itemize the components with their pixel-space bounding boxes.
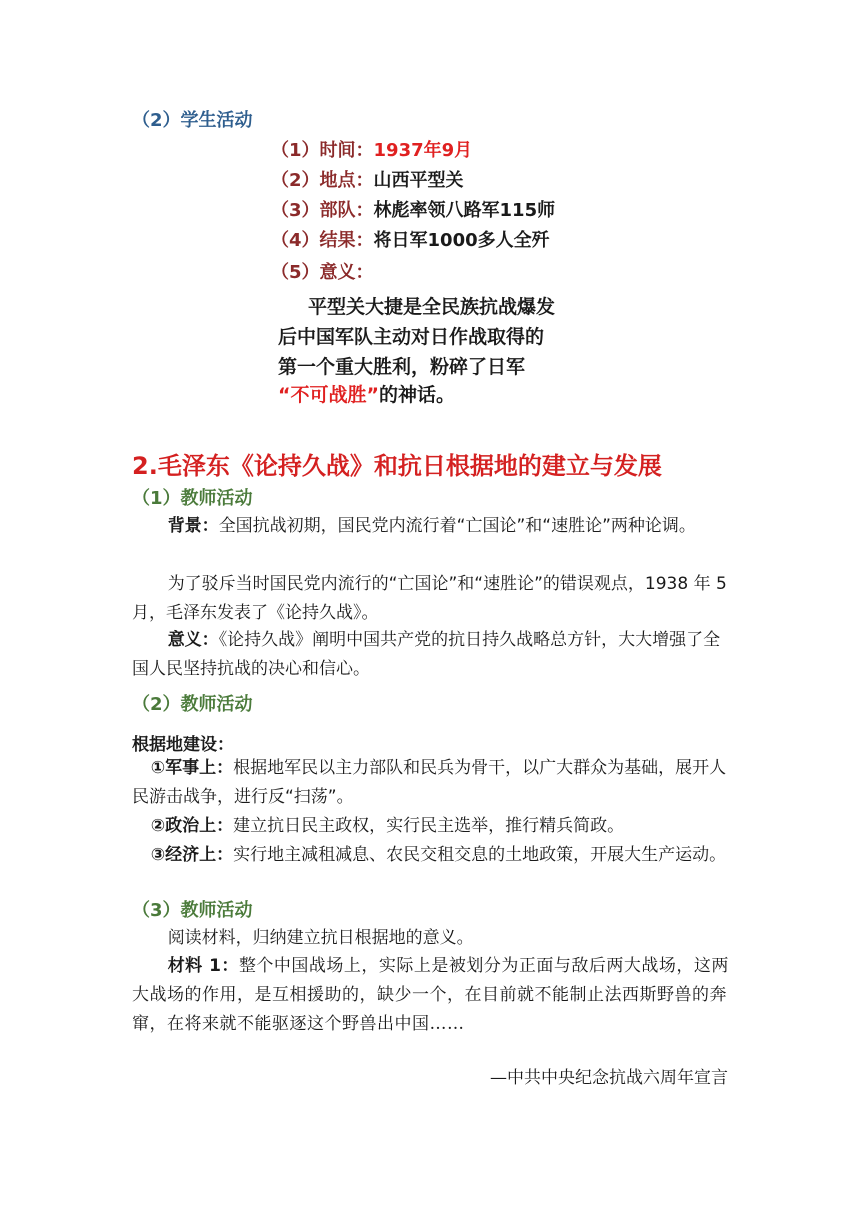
material-source: —中共中央纪念抗战六周年宣言 bbox=[490, 1068, 728, 1088]
military-item: ①军事上：根据地军民以主力部队和民兵为骨干，以广大群众为基础，展开人民游击战争，进行反“扫荡”。 bbox=[132, 758, 727, 807]
section-2-title: 2.毛泽东《论持久战》和抗日根据地的建立与发展 bbox=[132, 452, 662, 480]
list-item-place: （2）地点：山西平型关 bbox=[271, 170, 464, 191]
summary-line-4: “不可战胜”的神话。 bbox=[278, 384, 455, 406]
student-activity-heading: （2）学生活动 bbox=[132, 110, 253, 131]
economic-item: ③经济上：实行地主减租减息、农民交租交息的土地政策，开展大生产运动。 bbox=[150, 845, 727, 865]
significance-paragraph: 意义：《论持久战》阐明中国共产党的抗日持久战略总方针，大大增强了全国人民坚持抗战的决心和信心。 bbox=[132, 630, 721, 679]
refutation-paragraph: 为了驳斥当时国民党内流行的“亡国论”和“速胜论”的错误观点，1938 年 5 月，毛泽东发表了《论持久战》。 bbox=[132, 574, 727, 623]
teacher-activity-heading-3: （3）教师活动 bbox=[132, 900, 253, 921]
summary-line-3: 第一个重大胜利，粉碎了日军 bbox=[278, 356, 526, 378]
summary-line-1: 平型关大捷是全民族抗战爆发 bbox=[308, 296, 556, 318]
list-item-significance: （5）意义： bbox=[271, 262, 374, 283]
list-item-troops: （3）部队：林彪率领八路军115师 bbox=[271, 200, 556, 221]
background-paragraph: 背景：全国抗战初期，国民党内流行着“亡国论”和“速胜论”两种论调。 bbox=[167, 516, 696, 536]
teacher-activity-heading-1: （1）教师活动 bbox=[132, 488, 253, 509]
summary-line-2: 后中国军队主动对日作战取得的 bbox=[278, 326, 545, 348]
material-1-paragraph: 材料 1：整个中国战场上，实际上是被划分为正面与敌后两大战场，这两大战场的作用，是互相援助的，缺少一个，在目前就不能制止法西斯野兽的奔窜，在将来就不能驱逐这个野兽出中国…… bbox=[132, 956, 729, 1034]
political-item: ②政治上：建立抗日民主政权，实行民主选举，推行精兵简政。 bbox=[150, 816, 625, 836]
reading-instruction: 阅读材料，归纳建立抗日根据地的意义。 bbox=[167, 928, 474, 948]
teacher-activity-heading-2: （2）教师活动 bbox=[132, 694, 253, 715]
list-item-result: （4）结果：将日军1000多人全歼 bbox=[271, 230, 550, 251]
base-construction-title: 根据地建设： bbox=[132, 735, 234, 755]
list-item-time: （1）时间：1937年9月 bbox=[271, 140, 473, 161]
